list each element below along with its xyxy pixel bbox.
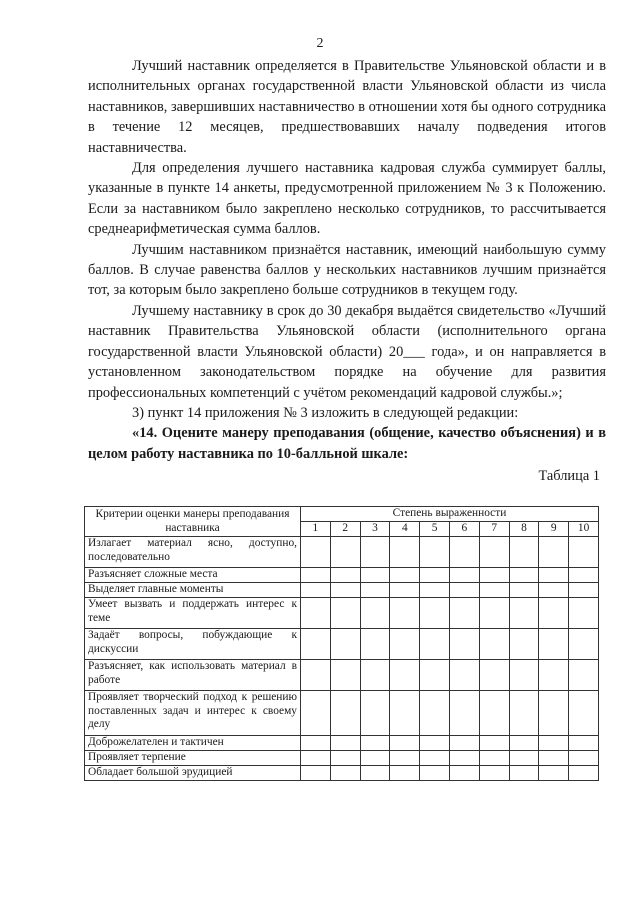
- rating-cell[interactable]: [390, 537, 420, 568]
- table-row: [85, 736, 599, 751]
- rating-cell[interactable]: [509, 766, 539, 781]
- table-caption: Таблица 1: [538, 468, 600, 484]
- rating-cell[interactable]: [539, 583, 569, 598]
- rating-cell[interactable]: [360, 691, 390, 736]
- rating-cell[interactable]: [449, 691, 479, 736]
- rating-cell[interactable]: [449, 629, 479, 660]
- rating-cell[interactable]: [360, 598, 390, 629]
- table-row: [85, 660, 599, 691]
- paragraph-amendment-item: 3) пункт 14 приложения № 3 изложить в следующей редакции:: [132, 404, 519, 421]
- rating-cell[interactable]: [479, 736, 509, 751]
- rating-cell[interactable]: [360, 736, 390, 751]
- rating-cell[interactable]: [539, 568, 569, 583]
- rating-cell[interactable]: [509, 537, 539, 568]
- criterion-label: Разъясняет, как использовать материал в работе: [85, 660, 301, 691]
- scale-value-8: 8: [509, 522, 539, 537]
- criterion-label: Задаёт вопросы, побуждающие к дискуссии: [85, 629, 301, 660]
- criterion-label: Проявляет творческий подход к решению поставленных задач и интерес к своему делу: [85, 691, 301, 736]
- rating-cell[interactable]: [449, 751, 479, 766]
- rating-cell[interactable]: [569, 583, 599, 598]
- rating-cell[interactable]: [479, 537, 509, 568]
- rating-cell[interactable]: [509, 660, 539, 691]
- rating-cell[interactable]: [390, 568, 420, 583]
- rating-cell[interactable]: [360, 629, 390, 660]
- rating-cell[interactable]: [330, 766, 360, 781]
- criterion-label: Излагает материал ясно, доступно, последовательно: [85, 537, 301, 568]
- criterion-label: Доброжелателен и тактичен: [85, 736, 301, 751]
- rating-cell[interactable]: [420, 629, 450, 660]
- rating-cell[interactable]: [390, 660, 420, 691]
- rating-cell[interactable]: [301, 568, 331, 583]
- table-row: [85, 629, 599, 660]
- scale-value-6: 6: [449, 522, 479, 537]
- rating-cell[interactable]: [360, 766, 390, 781]
- rating-cell[interactable]: [539, 660, 569, 691]
- rating-cell[interactable]: [479, 751, 509, 766]
- rating-cell[interactable]: [420, 691, 450, 736]
- rating-cell[interactable]: [330, 598, 360, 629]
- rating-cell[interactable]: [301, 598, 331, 629]
- criterion-label: Умеет вызвать и поддержать интерес к теме: [85, 598, 301, 629]
- rating-cell[interactable]: [301, 660, 331, 691]
- table-row: [85, 751, 599, 766]
- paragraph-question-14: «14. Оцените манеру преподавания (общение, качество объяснения) и в целом работу наставника по 10-балльной шкале:: [88, 425, 606, 462]
- rating-cell[interactable]: [509, 629, 539, 660]
- rating-cell[interactable]: [539, 598, 569, 629]
- paragraph-scoring-method: Для определения лучшего наставника кадровая служба суммирует баллы, указанные в пункте 14 анкеты, предусмотренной приложением № 3 к Положению. Если за наставником было закреплено несколько сотрудников, то рассчитывается среднеарифметическая сумма баллов.: [88, 160, 606, 238]
- ratings-table: [84, 506, 599, 781]
- rating-cell[interactable]: [449, 598, 479, 629]
- rating-cell[interactable]: [479, 583, 509, 598]
- rating-cell[interactable]: [509, 598, 539, 629]
- rating-cell[interactable]: [479, 629, 509, 660]
- criterion-label: Обладает большой эрудицией: [85, 766, 301, 781]
- rating-cell[interactable]: [330, 691, 360, 736]
- rating-cell[interactable]: [420, 537, 450, 568]
- rating-cell[interactable]: [301, 751, 331, 766]
- rating-cell[interactable]: [390, 598, 420, 629]
- rating-cell[interactable]: [509, 691, 539, 736]
- rating-cell[interactable]: [509, 736, 539, 751]
- rating-cell[interactable]: [539, 537, 569, 568]
- rating-cell[interactable]: [390, 629, 420, 660]
- rating-cell[interactable]: [509, 568, 539, 583]
- rating-cell[interactable]: [360, 751, 390, 766]
- rating-cell[interactable]: [539, 691, 569, 736]
- rating-cell[interactable]: [509, 583, 539, 598]
- rating-cell[interactable]: [569, 766, 599, 781]
- table-row: [85, 691, 599, 736]
- rating-cell[interactable]: [449, 568, 479, 583]
- rating-cell[interactable]: [569, 598, 599, 629]
- rating-cell[interactable]: [301, 766, 331, 781]
- rating-cell[interactable]: [539, 766, 569, 781]
- rating-cell[interactable]: [360, 568, 390, 583]
- scale-value-7: 7: [479, 522, 509, 537]
- rating-cell[interactable]: [569, 537, 599, 568]
- rating-cell[interactable]: [509, 751, 539, 766]
- rating-cell[interactable]: [420, 583, 450, 598]
- criteria-header: Критерии оценки манеры преподавания наставника: [85, 507, 301, 537]
- criterion-label: Выделяет главные моменты: [85, 583, 301, 598]
- scale-value-9: 9: [539, 522, 569, 537]
- rating-cell[interactable]: [330, 583, 360, 598]
- rating-cell[interactable]: [569, 629, 599, 660]
- rating-cell[interactable]: [301, 629, 331, 660]
- rating-cell[interactable]: [390, 766, 420, 781]
- scale-value-3: 3: [360, 522, 390, 537]
- rating-cell[interactable]: [479, 568, 509, 583]
- criterion-label: Разъясняет сложные места: [85, 568, 301, 583]
- table-row: [85, 537, 599, 568]
- scale-value-1: 1: [301, 522, 331, 537]
- rating-cell[interactable]: [330, 629, 360, 660]
- rating-cell[interactable]: [330, 537, 360, 568]
- rating-cell[interactable]: [420, 568, 450, 583]
- rating-cell[interactable]: [479, 766, 509, 781]
- rating-cell[interactable]: [539, 736, 569, 751]
- paragraph-best-mentor-definition: Лучший наставник определяется в Правительстве Ульяновской области и в исполнительных органах государственной власти Ульяновской области из числа наставников, завершивших наставничество в отношении хотя бы одного сотрудника в течение 12 месяцев, предшествовавших началу подведения итогов наставничества.: [88, 58, 606, 156]
- page-number: 2: [316, 36, 324, 51]
- rating-cell[interactable]: [301, 583, 331, 598]
- rating-cell[interactable]: [449, 537, 479, 568]
- table-row: [85, 568, 599, 583]
- rating-cell[interactable]: [301, 736, 331, 751]
- rating-cell[interactable]: [301, 691, 331, 736]
- rating-cell[interactable]: [360, 660, 390, 691]
- rating-cell[interactable]: [360, 537, 390, 568]
- rating-cell[interactable]: [479, 691, 509, 736]
- rating-cell[interactable]: [390, 691, 420, 736]
- paragraph-winner-rule: Лучшим наставником признаётся наставник, имеющий наибольшую сумму баллов. В случае равенства баллов у нескольких наставников лучшим признаётся тот, за которым было закреплено больше сотрудников в текущем году.: [88, 241, 606, 299]
- rating-cell[interactable]: [449, 736, 479, 751]
- scale-header: Степень выраженности: [301, 507, 599, 522]
- rating-cell[interactable]: [569, 736, 599, 751]
- rating-cell[interactable]: [420, 751, 450, 766]
- rating-cell[interactable]: [479, 660, 509, 691]
- rating-cell[interactable]: [420, 598, 450, 629]
- rating-cell[interactable]: [569, 660, 599, 691]
- rating-cell[interactable]: [360, 583, 390, 598]
- scale-value-10: 10: [569, 522, 599, 537]
- table-row: [85, 583, 599, 598]
- rating-cell[interactable]: [539, 629, 569, 660]
- rating-cell[interactable]: [420, 736, 450, 751]
- rating-cell[interactable]: [569, 568, 599, 583]
- document-body: [88, 56, 606, 464]
- rating-cell[interactable]: [330, 751, 360, 766]
- rating-cell[interactable]: [449, 660, 479, 691]
- rating-cell[interactable]: [449, 583, 479, 598]
- table-row: [85, 766, 599, 781]
- scale-value-2: 2: [330, 522, 360, 537]
- rating-cell[interactable]: [330, 736, 360, 751]
- rating-cell[interactable]: [420, 660, 450, 691]
- rating-cell[interactable]: [390, 751, 420, 766]
- rating-cell[interactable]: [539, 751, 569, 766]
- rating-cell[interactable]: [330, 568, 360, 583]
- criterion-label: Проявляет терпение: [85, 751, 301, 766]
- paragraph-certificate: Лучшему наставнику в срок до 30 декабря выдаётся свидетельство «Лучший наставник Правительства Ульяновской области (исполнительного органа государственной власти Ульяновской области) 20___ года», и он направляется в установленном законодательством порядке на обучение для развития профессиональных компетенций с учётом рекомендаций кадровой службы.»;: [88, 302, 606, 401]
- scale-value-4: 4: [390, 522, 420, 537]
- rating-cell[interactable]: [390, 583, 420, 598]
- scale-value-5: 5: [420, 522, 450, 537]
- rating-cell[interactable]: [449, 766, 479, 781]
- rating-cell[interactable]: [420, 766, 450, 781]
- rating-cell[interactable]: [301, 537, 331, 568]
- rating-cell[interactable]: [390, 736, 420, 751]
- rating-cell[interactable]: [330, 660, 360, 691]
- table-row: [85, 598, 599, 629]
- criteria-body: [85, 537, 599, 781]
- rating-cell[interactable]: [479, 598, 509, 629]
- rating-cell[interactable]: [569, 691, 599, 736]
- rating-cell[interactable]: [569, 751, 599, 766]
